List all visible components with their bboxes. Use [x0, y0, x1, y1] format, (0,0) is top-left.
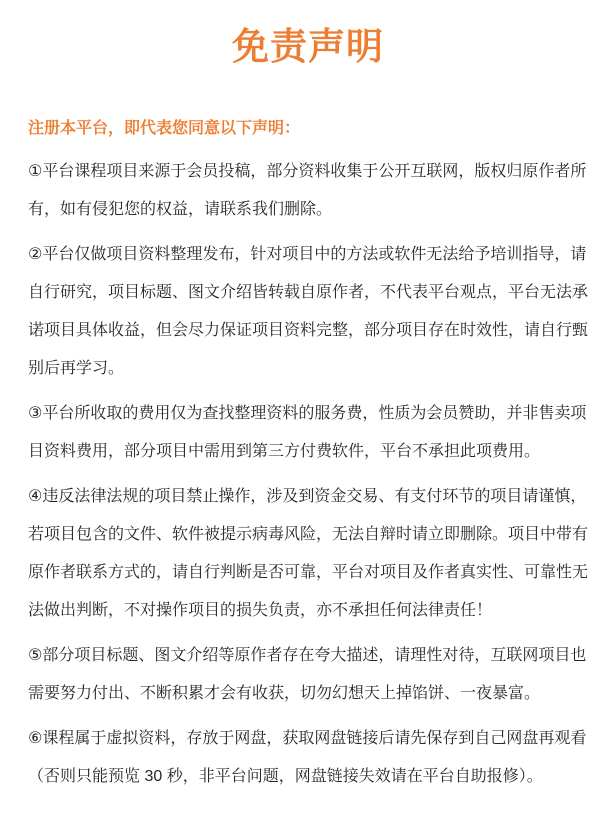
disclaimer-paragraph-4: ④违反法律法规的项目禁止操作，涉及到资金交易、有支付环节的项目请谨慎，若项目包含的文件、软件被提示病毒风险，无法自辩时请立即删除。项目中带有原作者联系方式的，请自行判断是否可靠，平台对项目及作者真实性、可靠性无法做出判断，不对操作项目的损失负责，亦不承担任何法律责任！ — [28, 488, 589, 619]
page-title: 免责声明 — [232, 26, 384, 67]
disclaimer-paragraph-2: ②平台仅做项目资料整理发布，针对项目中的方法或软件无法给予培训指导，请自行研究，项目标题、图文介绍皆转载自原作者，不代表平台观点，平台无法承诺项目具体收益，但会尽力保证项目资料完整，部分项目存在时效性，请自行甄别后再学习。 — [28, 246, 589, 377]
disclaimer-paragraph-3: ③平台所收取的费用仅为查找整理资料的服务费，性质为会员赞助，并非售卖项目资料费用，部分项目中需用到第三方付费软件，平台不承担此项费用。 — [28, 405, 587, 460]
disclaimer-paragraph-1: ①平台课程项目来源于会员投稿，部分资料收集于公开互联网，版权归原作者所有，如有侵犯您的权益，请联系我们删除。 — [28, 163, 587, 218]
disclaimer-paragraph-6: ⑥课程属于虚拟资料，存放于网盘，获取网盘链接后请先保存到自己网盘再观看（否则只能预览 30 秒，非平台问题，网盘链接失效请在平台自助报修）。 — [28, 730, 587, 785]
disclaimer-lead-line: 注册本平台，即代表您同意以下声明： — [28, 120, 301, 137]
disclaimer-paragraph-5: ⑤部分项目标题、图文介绍等原作者存在夸大描述，请理性对待，互联网项目也需要努力付出、不断积累才会有收获，切勿幻想天上掉馅饼、一夜暴富。 — [28, 647, 587, 702]
